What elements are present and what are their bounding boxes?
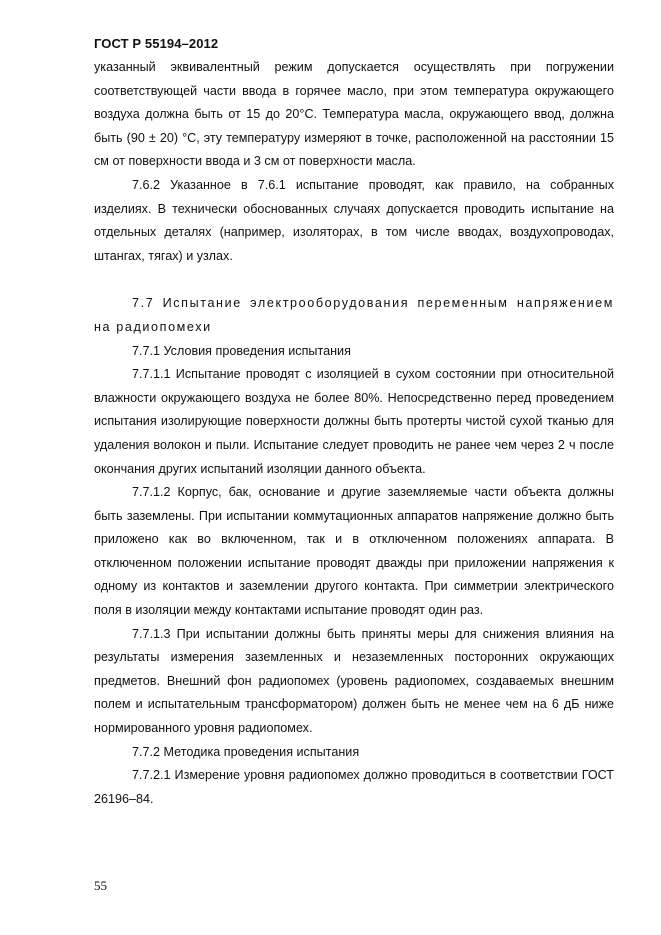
paragraph-continuation: указанный эквивалентный режим допускается осуществлять при погружении соответствующей части ввода в горячее масло, при этом температура окружающего воздуха должна быть от 15 до 20°С. Температура масла, окружающего ввод, должна быть (90 ± 20) °С, эту температуру измеряют в точке, расположенной на расстоянии 15 см от поверхности ввода и 3 см от поверхности масла. xyxy=(94,60,614,169)
paragraph-7-7-2-1: 7.7.2.1 Измерение уровня радиопомех должно проводиться в соответствии ГОСТ 26196–84. xyxy=(94,768,614,806)
page-number: 55 xyxy=(94,878,107,893)
page-body xyxy=(94,56,614,811)
paragraph-7-7-1-2: 7.7.1.2 Корпус, бак, основание и другие заземляемые части объекта должны быть заземлены. При испытании коммутационных аппаратов напряжение должно быть приложено как во включенном, так и в отключенном положениях аппарата. В отключенном положении испытание проводят дважды при приложении напряжения к одному из контактов и заземлении другого контакта. При симметрии электрического поля в изоляции между контактами испытание проводят один раз. xyxy=(94,485,614,618)
document-header: ГОСТ Р 55194–2012 xyxy=(94,36,219,51)
paragraph-7-7-1-3: 7.7.1.3 При испытании должны быть приняты меры для снижения влияния на результаты измерения заземленных и незаземленных посторонних окружающих предметов. Внешний фон радиопомех (уровень радиопомех, создаваемых внешним полем и испытательным трансформатором) должен быть не менее чем на 6 дБ ниже нормированного уровня радиопомех. xyxy=(94,626,614,736)
subsection-heading-7-7-2: 7.7.2 Методика проведения испытания xyxy=(132,744,360,759)
subsection-heading-7-7-1: 7.7.1 Условия проведения испытания xyxy=(132,343,351,358)
section-heading-7-7: 7.7 Испытание электрооборудования переменным напряжением на радиопомехи xyxy=(94,296,614,334)
paragraph-7-6-2: 7.6.2 Указанное в 7.6.1 испытание проводят, как правило, на собранных изделиях. В технически обоснованных случаях допускается проводить испытание на отдельных деталях (например, изоляторах, в том числе вводах, воздухопроводах, штангах, тягах) и узлах. xyxy=(94,177,614,263)
blank-line xyxy=(94,268,614,292)
paragraph-7-7-1-1: 7.7.1.1 Испытание проводят с изоляцией в сухом состоянии при относительной влажности окружающего воздуха не более 80%. Непосредственно перед проведением испытания изолирующие поверхности должны быть протерты чистой сухой тканью для удаления волокон и пыли. Испытание следует проводить не ранее чем через 2 ч после окончания других испытаний изоляции данного объекта. xyxy=(94,367,614,476)
